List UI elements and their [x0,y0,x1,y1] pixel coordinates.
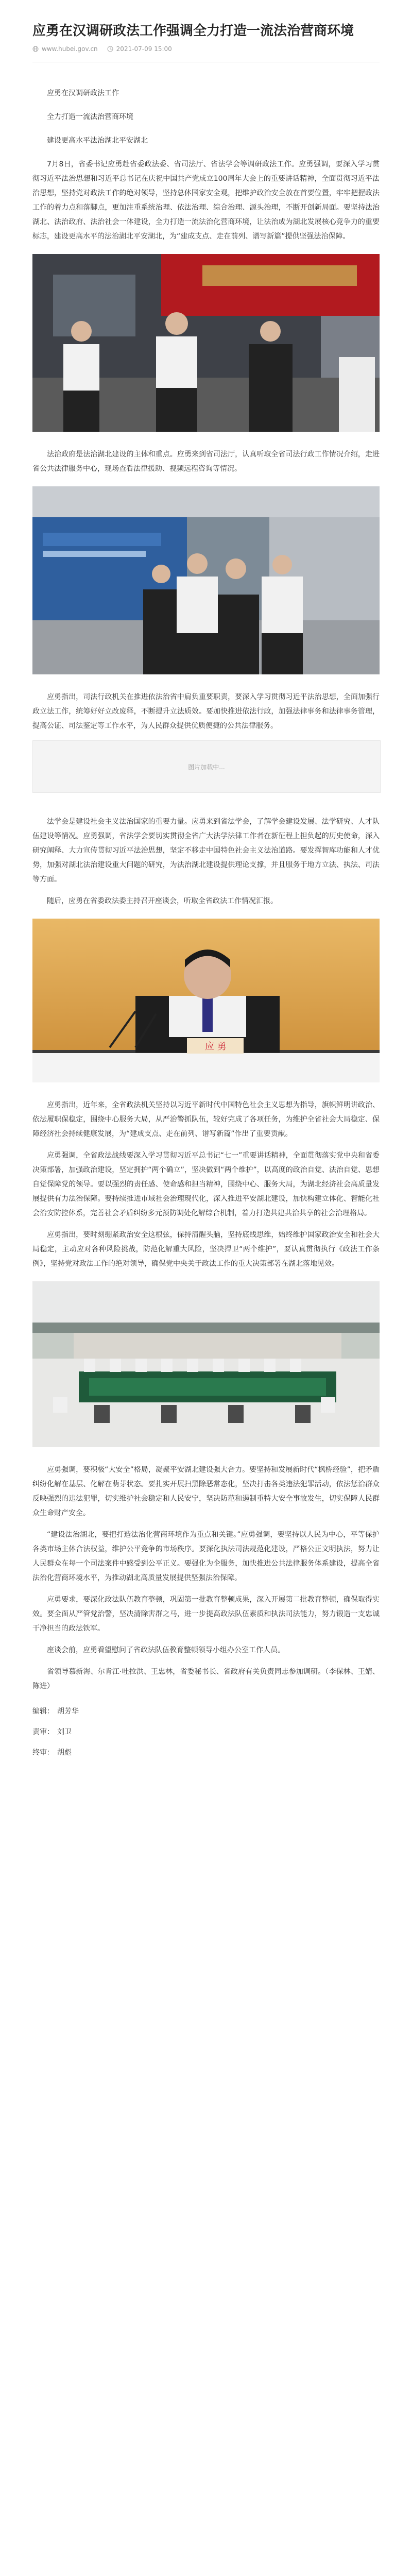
subtitle: 全力打造一流法治营商环境 [47,113,133,121]
final-reviewer-label: 终审： [32,1749,54,1757]
paragraph: “建设法治湖北，要把打造法治化营商环境作为重点和关键。”应勇强调，要坚持以人民为中心，平等保护各类市场主体合法权益，维护公平竞争的市场秩序。要深化执法司法规范化建设，严格公正文明执法，努力让人民群众在每一个司法案件中感受到公平正义。要强化为企服务，加快推进公共法律服务体系建设，提高全省法治化营商环境水平，为推动湖北高质量发展提供坚强法治保障。 [32,1531,380,1582]
reviewer-label: 责审： [32,1728,54,1736]
paragraph: 应勇指出，要时刻绷紧政治安全这根弦，保持清醒头脑，坚持底线思维，始终维护国家政治安全和社会大局稳定，主动应对各种风险挑战，防范化解重大风险，坚决捍卫“两个维护”，要认真贯彻执行《政法工作条例》，坚持党对政法工作的绝对领导，确保党中央关于政法工作的重大决策部署在湖北落地见效。 [32,1231,380,1268]
paragraph: 省领导慕新海、尔肯江·吐拉洪、王忠林，省委秘书长、省政府有关负责同志参加调研。（李保林、王婧、陈进） [32,1668,380,1690]
placeholder-text: 图片加载中... [188,763,225,771]
date-item [107,45,172,53]
paragraph: 应勇指出，近年来，全省政法机关坚持以习近平新时代中国特色社会主义思想为指导，旗帜鲜明讲政治、依法履职保稳定，围绕中心服务大局，从严治警抓队伍，较好完成了各项任务，为维护全省社会大局稳定、保障经济社会持续健康发展，为“建成支点、走在前列、谱写新篇”作出了重要贡献。 [32,1101,380,1138]
paragraph: 应勇要求，要深化政法队伍教育整顿，巩固第一批教育整顿成果，深入开展第二批教育整顿，确保取得实效。要全面从严管党治警，坚决清除害群之马，进一步提高政法队伍素质和执法司法能力，努力锻造一支忠诚干净担当的政法铁军。 [32,1596,380,1633]
final-reviewer-line [32,1746,380,1759]
media-placeholder[interactable] [32,740,381,793]
paragraph: 7月8日，省委书记应勇赴省委政法委、省司法厅、省法学会等调研政法工作。应勇强调，要深入学习贯彻习近平法治思想和习近平总书记在庆祝中国共产党成立100周年大会上的重要讲话精神，全面贯彻习近平法治思想，坚持党对政法工作的绝对领导，坚持总体国家安全观，把维护政治安全放在首要位置，牢牢把握政法工作的着力点和落脚点，更加注重系统治理、依法治理、综合治理、源头治理，不断开创新局面。要坚持法治湖北、法治政府、法治社会一体建设，全力打造一流法治化营商环境，让法治成为湖北发展核心竞争力的重要标志，建设更高水平的法治湖北平安湖北，为“建成支点、走在前列、谱写新篇”提供坚强法治保障。 [32,160,380,241]
paragraph: 应勇强调，要积极“大安全”格局，凝聚平安湖北建设强大合力。要坚持和发展新时代“枫桥经验”，把矛盾纠纷化解在基层、化解在萌芽状态。要扎实开展扫黑除恶常态化，坚决打击各类违法犯罪活动，依法惩治群众反映强烈的违法犯罪，切实维护社会稳定和人民安宁，坚决防范和遏制重特大安全事故发生，切实保障人民群众生命财产安全。 [32,1466,380,1517]
source-item [32,45,98,53]
subtitle: 应勇在汉调研政法工作 [47,89,119,97]
article-title: 应勇在汉调研政法工作强调全力打造一流法治营商环境 [32,23,354,39]
photo-speaker [32,919,380,1082]
editor-line [32,1705,380,1718]
article-body [32,86,380,1693]
paragraph: 座谈会前，应勇看望慰问了省政法队伍教育整顿领导小组办公室工作人员。 [47,1646,285,1654]
article-footer [32,1705,380,1759]
clock-icon [107,46,113,52]
photo-meeting-room [32,1281,380,1447]
globe-icon [32,46,39,52]
editor-name: 胡芳华 [57,1707,79,1716]
paragraph: 法治政府是法治湖北建设的主体和重点。应勇来到省司法厅，认真听取全省司法行政工作情况介绍，走进省公共法律服务中心，现场查看法律援助、视频远程咨询等情况。 [32,450,380,473]
article-date: 2021-07-09 15:00 [116,45,172,53]
paragraph: 应勇指出，司法行政机关在推进依法治省中肩负重要职责，要深入学习贯彻习近平法治思想，全面加强行政立法工作，统筹好好立改废释，不断提升立法质效。要加快推进依法行政，加强法律事务和法律事务管理，提高公证、司法鉴定等工作水平，为人民群众提供优质便捷的公共法律服务。 [32,693,380,730]
editor-label: 编辑： [32,1707,54,1716]
article-source[interactable]: www.hubei.gov.cn [42,45,98,53]
svg-text:应 勇: 应 勇 [205,1041,227,1052]
final-reviewer-name: 胡彪 [57,1749,72,1757]
article-meta [32,45,380,53]
photo-legal-service-center [32,486,380,674]
photo-leaders-visit [32,254,380,432]
reviewer-name: 刘卫 [57,1728,72,1736]
paragraph: 应勇强调，全省政法战线要深入学习贯彻习近平总书记“七一”重要讲话精神，全面贯彻落实党中央和省委决策部署，加强政治建设，坚定拥护“两个确立”，坚决做到“两个维护”，以高度的政治自觉、法治自觉、思想自觉保障党的领导。要以强烈的责任感、使命感和担当精神，围绕中心、服务大局，为湖北经济社会高质量发展提供有力法治保障。要持续推进市域社会治理现代化，深入推进平安湖北建设，加快构建立体化、智能化社会治安防控体系，完善社会矛盾纠纷多元预防调处化解综合机制，着力打造共建共治共享的社会治理格局。 [32,1151,380,1217]
reviewer-line [32,1725,380,1739]
subtitle: 建设更高水平法治湖北平安湖北 [47,137,148,145]
paragraph: 法学会是建设社会主义法治国家的重要力量。应勇来到省法学会，了解学会建设发展、法学研究、人才队伍建设等情况。应勇强调，省法学会要切实贯彻全省广大法学法律工作者在新征程上担负起的历史使命，深入研究阐释、大力宣传贯彻习近平法治思想，坚定不移走中国特色社会主义法治道路。要发挥智库功能和人才优势，加强对湖北法治建设重大问题的研究，为法治湖北建设提供理论支撑，并且服务于地方立法、执法、司法等方面。 [32,818,380,884]
paragraph: 随后，应勇在省委政法委主持召开座谈会，听取全省政法工作情况汇报。 [47,897,278,905]
